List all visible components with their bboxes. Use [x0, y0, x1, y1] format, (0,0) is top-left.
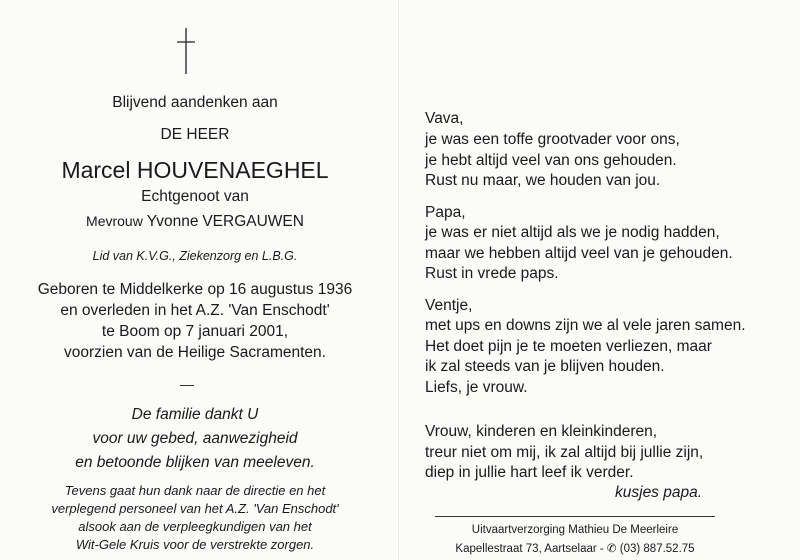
poem-line: je hebt altijd veel van ons gehouden. — [425, 152, 677, 169]
remembrance-line: Blijvend aandenken aan — [112, 94, 278, 111]
poem-line: je was een toffe grootvader voor ons, — [425, 131, 680, 148]
footer-rule — [435, 516, 715, 517]
poem-line: Rust nu maar, we houden van jou. — [425, 172, 661, 189]
bio-line: te Boom op 7 januari 2001, — [101, 323, 289, 340]
undertaker-name: Uitvaartverzorging Mathieu De Meerleire — [471, 524, 679, 536]
deceased-name — [30, 157, 360, 184]
extra-thanks-line: Tevens gaat hun dank naar de directie en het — [64, 483, 326, 498]
title-line: DE HEER — [160, 126, 230, 143]
undertaker-address: Kapellestraat 73, Aartselaar - ✆ (03) 887.52.75 — [455, 543, 695, 555]
poem-line: Ventje, — [425, 297, 473, 314]
signature: kusjes papa. — [615, 484, 703, 501]
last-name: HOUVENAEGHEL — [136, 157, 329, 183]
bio-line: en overleden in het A.Z. 'Van Enschodt' — [60, 302, 330, 319]
poem-line: je was er niet altijd als we je nodig hadden, — [425, 224, 720, 241]
spouse-first: Yvonne — [146, 213, 199, 230]
bio-line: Geboren te Middelkerke op 16 augustus 1936 — [37, 281, 353, 298]
spouse-name — [30, 213, 360, 231]
extra-thanks-line: verplegend personeel van het A.Z. 'Van Enschodt' — [51, 501, 339, 516]
spouse-intro: Echtgenoot van — [141, 188, 249, 205]
poem-line: diep in jullie hart leef ik verder. — [425, 464, 634, 481]
extra-thanks-line: alsook aan de verpleegkundigen van het — [78, 519, 312, 534]
poem-line: Het doet pijn je te moeten verliezen, maar — [425, 338, 712, 355]
poem-line: Papa, — [425, 204, 466, 221]
poem-line: treur niet om mij, ik zal altijd bij jullie zijn, — [425, 444, 704, 461]
spouse-last: VERGAUWEN — [202, 213, 304, 230]
poem-line: maar we hebben altijd veel van je gehouden. — [425, 245, 733, 262]
cross-icon — [176, 28, 196, 74]
extra-thanks-line: Wit-Gele Kruis voor de verstrekte zorgen. — [75, 537, 315, 552]
poem-line: Rust in vrede paps. — [425, 265, 559, 282]
divider — [180, 385, 194, 386]
thanks-line: voor uw gebed, aanwezigheid — [92, 430, 298, 447]
membership: Lid van K.V.G., Ziekenzorg en L.B.G. — [92, 249, 298, 263]
poem-line: met ups en downs zijn we al vele jaren samen. — [425, 317, 746, 334]
card-fold — [398, 0, 399, 560]
thanks-line: De familie dankt U — [131, 406, 259, 423]
spouse-prefix: Mevrouw — [86, 213, 143, 229]
poem-line: Vrouw, kinderen en kleinkinderen, — [425, 423, 658, 440]
poem-line: Liefs, je vrouw. — [425, 379, 528, 396]
thanks-line: en betoonde blijken van meeleven. — [75, 454, 315, 471]
first-name: Marcel — [61, 157, 131, 183]
bio-line: voorzien van de Heilige Sacramenten. — [64, 344, 326, 361]
poem-line: ik zal steeds van je blijven houden. — [425, 358, 665, 375]
poem-line: Vava, — [425, 110, 464, 127]
